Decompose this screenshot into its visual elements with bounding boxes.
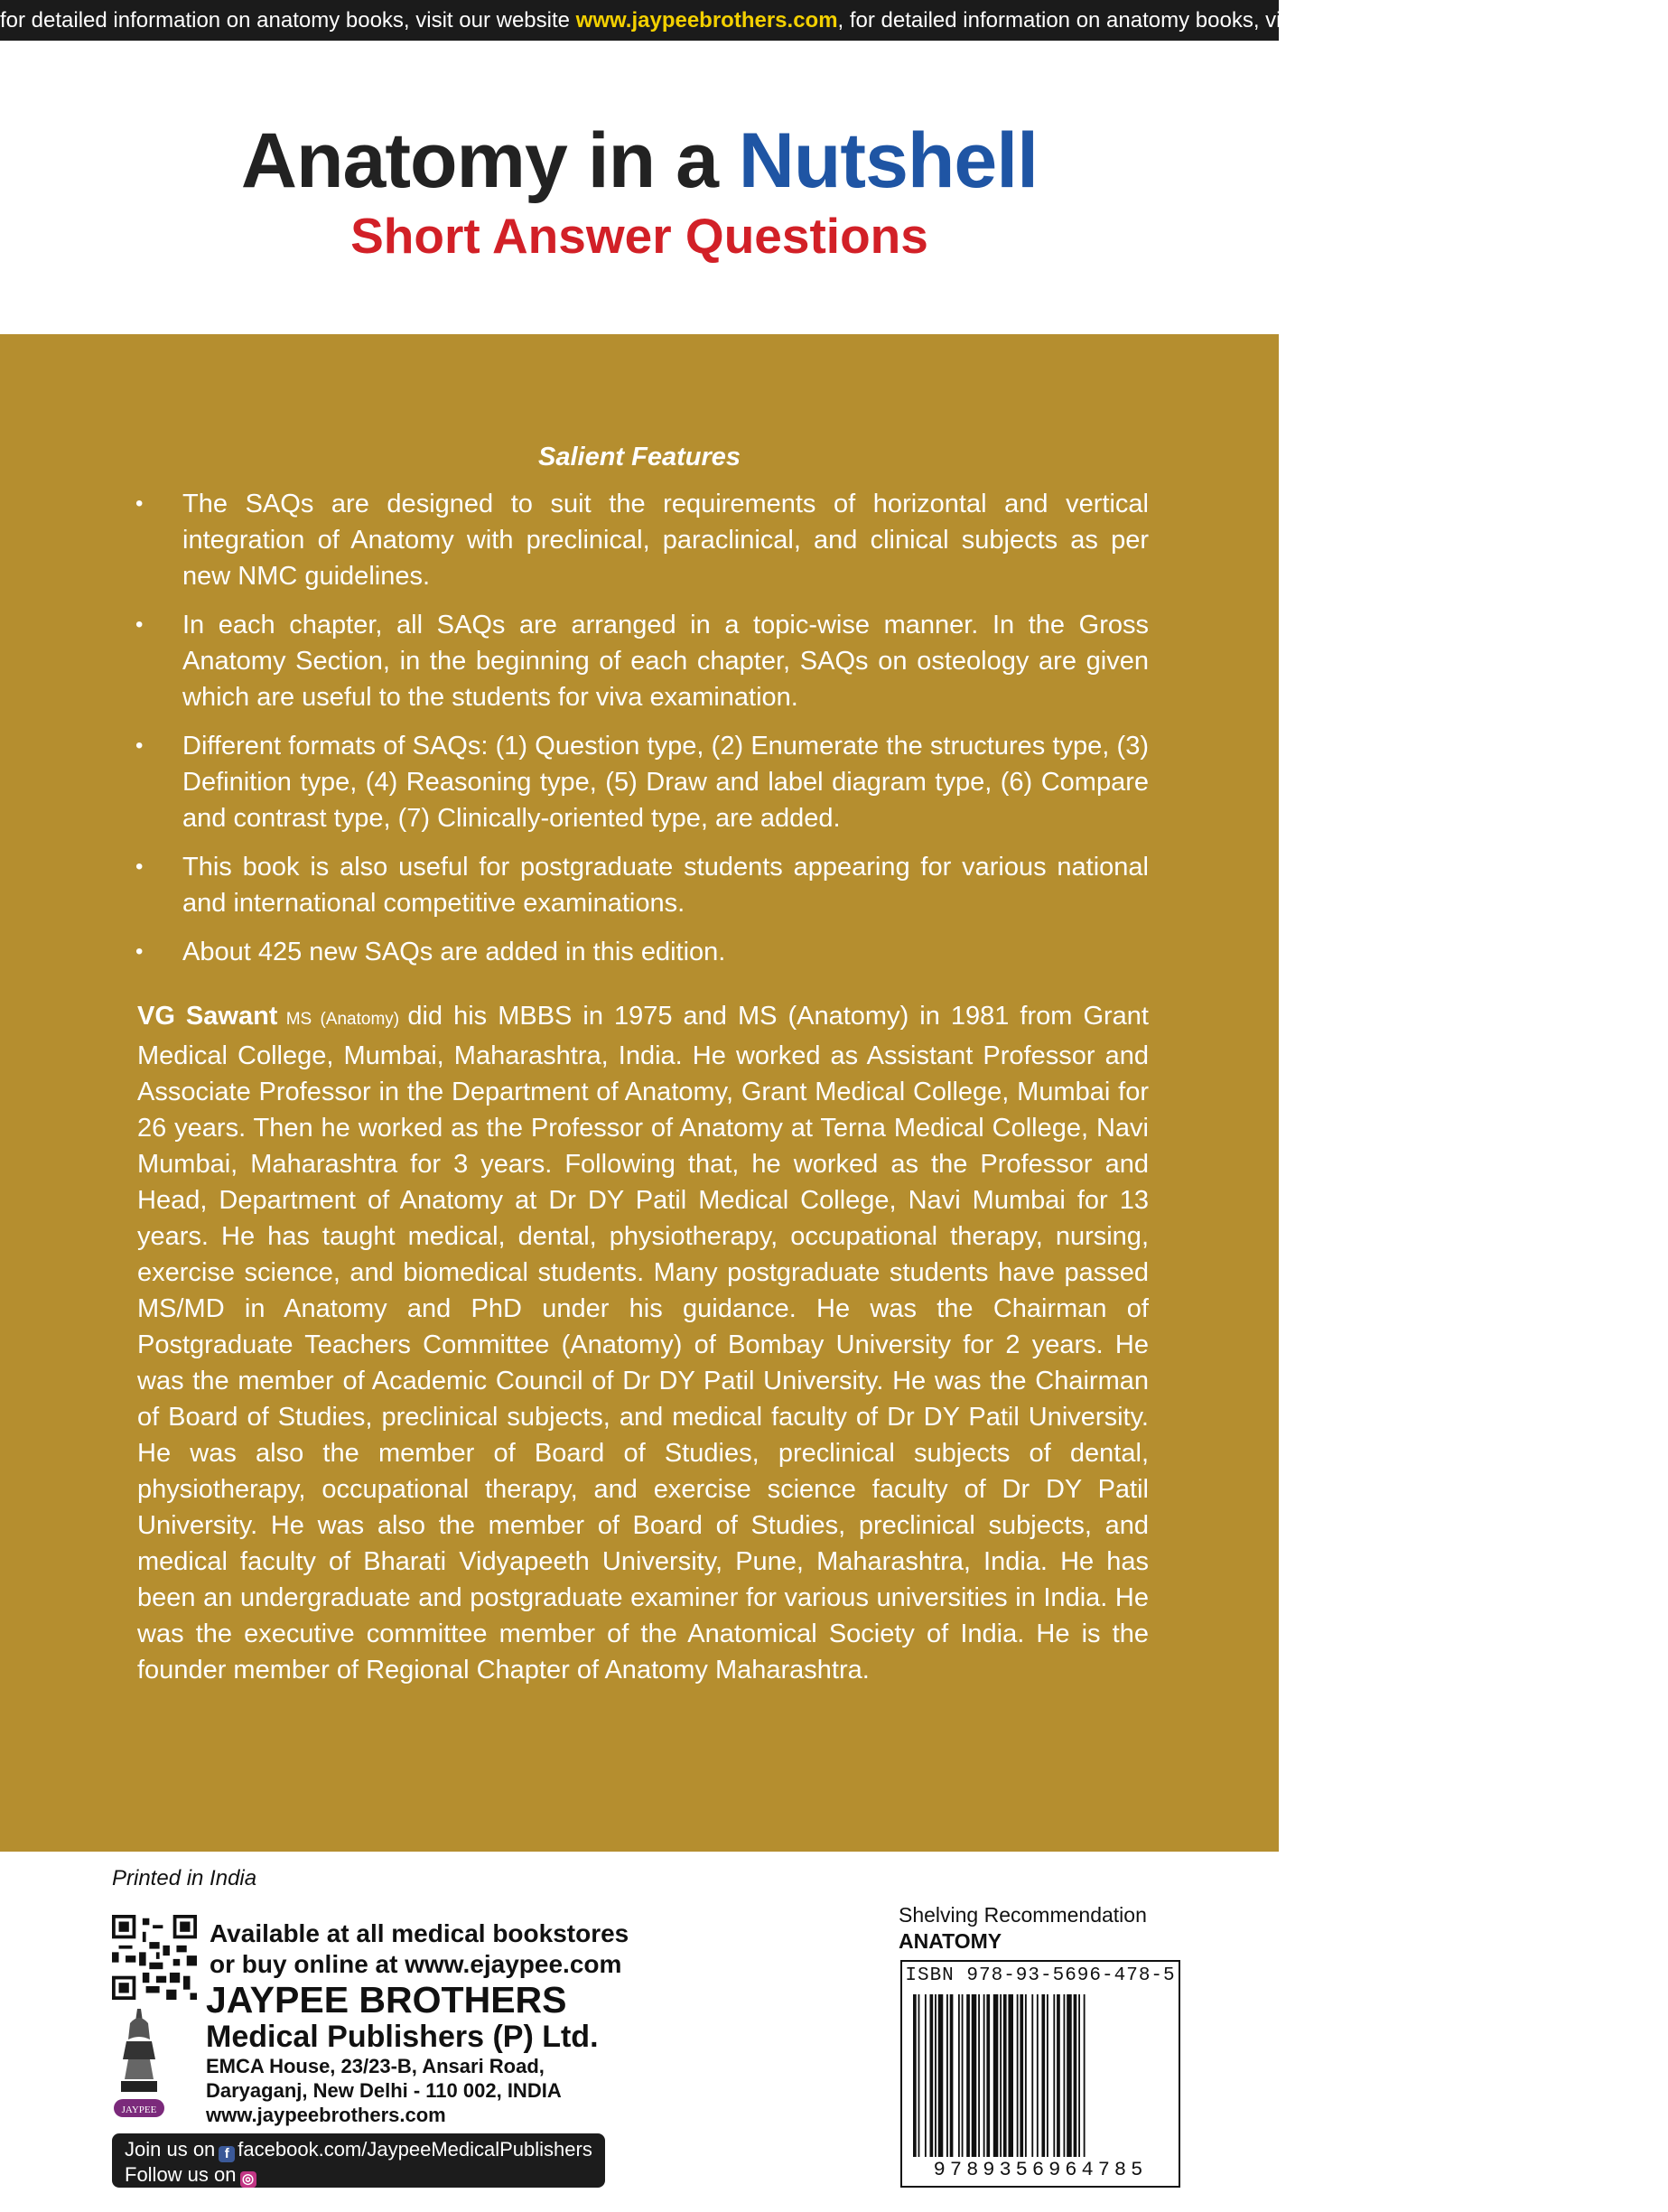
feature-item: • About 425 new SAQs are added in this edition. — [134, 934, 1149, 970]
barcode-bar — [1017, 1994, 1019, 2157]
barcode-bar — [918, 1994, 920, 2157]
title-part-1: Anatomy in a — [240, 117, 739, 204]
address-line-2: Daryaganj, New Delhi - 110 002, INDIA — [206, 2079, 562, 2102]
barcode-bar — [925, 1994, 927, 2157]
barcode-bar — [1041, 1994, 1045, 2157]
printed-in-india: Printed in India — [112, 1866, 257, 1890]
feature-item: • The SAQs are designed to suit the requirements of horizontal and vertical integration of Anatomy with preclinical, paraclinical, and clinical subjects as per new NMC guidelines. — [134, 486, 1149, 594]
barcode-bar — [1037, 1994, 1039, 2157]
author-name: VG Sawant — [137, 1002, 278, 1031]
facebook-link[interactable]: facebook.com/JaypeeMedicalPublishers — [238, 2138, 592, 2161]
bullet-icon: • — [135, 854, 144, 879]
bullet-icon: • — [135, 612, 144, 637]
shelving-recommendation — [899, 1902, 1147, 1955]
barcode-bar — [986, 1994, 990, 2157]
barcode-bar — [966, 1994, 970, 2157]
barcode-bar — [1074, 1994, 1077, 2157]
banner-text-repeat: , for detailed information on anatomy books, visit our website www.jaypeebrothers.com — [837, 8, 1668, 33]
qr-code-icon — [112, 1915, 197, 2000]
social-media-box — [112, 2133, 605, 2211]
shelving-subject: ANATOMY — [899, 1929, 1002, 1953]
instagram-link[interactable]: instagram.com/JaypeeMedicalPublishers — [125, 2189, 486, 2211]
bullet-icon: • — [135, 491, 144, 516]
barcode-bar — [930, 1994, 934, 2157]
ean-number: 9789356964785 — [933, 2159, 1148, 2181]
logo-label: JAYPEE — [121, 2105, 157, 2115]
bullet-icon: • — [135, 733, 144, 758]
isbn-barcode — [900, 1960, 1180, 2188]
barcode-bar — [1057, 1994, 1060, 2157]
instagram-row[interactable]: Follow us on ◎instagram.com/JaypeeMedicalPublishers — [125, 2163, 486, 2211]
author-bio — [137, 998, 1149, 1688]
feature-item: • Different formats of SAQs: (1) Question type, (2) Enumerate the structures type, (3) Definition type, (4) Reasoning type, (5) Draw and label diagram type, (6) Compare and contrast type, (7) Clinically-oriented type, are added. — [134, 728, 1149, 836]
feature-item: • This book is also useful for postgraduate students appearing for various national and international competitive examinations. — [134, 849, 1149, 921]
barcode-bar — [1003, 1994, 1007, 2157]
barcode-bar — [983, 1994, 985, 2157]
barcode-bar — [993, 1994, 999, 2157]
barcode-bar — [962, 1994, 964, 2157]
instagram-icon: ◎ — [240, 2171, 256, 2188]
book-title — [0, 116, 1279, 206]
availability-line-1: Available at all medical bookstores — [210, 1919, 629, 1947]
barcode-bar — [938, 1994, 944, 2157]
top-banner — [0, 0, 1668, 41]
barcode-bar — [1084, 1994, 1086, 2157]
salient-features-list — [134, 486, 1149, 983]
book-subtitle: Short Answer Questions — [350, 208, 928, 264]
banner-website-link[interactable]: www.jaypeebrothers.com — [575, 8, 838, 33]
jaypee-logo-icon — [110, 2003, 168, 2121]
barcode-bar — [1064, 1994, 1066, 2157]
barcode-bar — [935, 1994, 937, 2157]
author-bio-text: did his MBBS in 1975 and MS (Anatomy) in 1981 from Grant Medical College, Mumbai, Maharashtra, India. He worked as Assistant Professor and Associate Professor in the Department of Anatomy, Grant Medical College, Mumbai for 26 years. Then he worked as the Professor of Anatomy at Terna Medical College, Navi Mumbai, Maharashtra for 3 years. Following that, he worked as the Professor and Head, Department of Anatomy at Dr DY Patil Medical College, Navi Mumbai for 13 years. He has taught medical, dental, physiotherapy, occupational therapy, nursing, exercise science, and biomedical students. Many postgraduate students have passed MS/MD in Anatomy and PhD under his guidance. He was the Chairman of Postgraduate Teachers Committee (Anatomy) of Bombay University for 2 years. He was the member of Academic Council of Dr DY Patil University. He was the Chairman of Board of Studies, preclinical subjects, and medical faculty of Dr DY Patil University. He was also the member of Board of Studies, preclinical subjects of dental, physiotherapy, occupational therapy, and exercise science faculty of Dr DY Patil University. He was also the member of Board of Studies, preclinical subjects, and medical faculty of Bharati Vidyapeeth University, Pune, Maharashtra, India. He has been an undergraduate and postgraduate examiner for various universities in India. He was the executive committee member of the Anatomical Society of India. He is the founder member of Regional Chapter of Anatomy Maharashtra. — [137, 1002, 1149, 1685]
bullet-icon: • — [135, 939, 144, 964]
publisher-block — [206, 1980, 599, 2127]
barcode-bars — [911, 1994, 1169, 2157]
publisher-name: JAYPEE BROTHERS — [206, 1979, 567, 2021]
barcode-bar — [1020, 1994, 1023, 2157]
barcode-bar — [950, 1994, 954, 2157]
address-line-1: EMCA House, 23/23-B, Ansari Road, — [206, 2055, 545, 2077]
barcode-bar — [1047, 1994, 1048, 2157]
barcode-bar — [1025, 1994, 1027, 2157]
availability-text — [210, 1918, 629, 1980]
barcode-bar — [1078, 1994, 1080, 2157]
barcode-bar — [978, 1994, 980, 2157]
content-panel — [0, 334, 1279, 1852]
barcode-bar — [1000, 1994, 1002, 2157]
barcode-bar — [1008, 1994, 1013, 2157]
author-credentials: MS (Anatomy) — [277, 1010, 408, 1029]
title-part-2: Nutshell — [738, 117, 1039, 204]
salient-features-heading: Salient Features — [537, 443, 741, 471]
banner-text: for detailed information on anatomy books, visit our website — [0, 8, 576, 33]
feature-item: • In each chapter, all SAQs are arranged in a topic-wise manner. In the Gross Anatomy Section, in the beginning of each chapter, SAQs on osteology are given which are useful to the students for viva examination. — [134, 607, 1149, 715]
barcode-bar — [1031, 1994, 1033, 2157]
facebook-icon: f — [219, 2146, 235, 2162]
barcode-bar — [1053, 1994, 1055, 2157]
publisher-subname: Medical Publishers (P) Ltd. — [206, 2020, 599, 2054]
barcode-bar — [913, 1994, 917, 2157]
shelving-label: Shelving Recommendation — [899, 1903, 1147, 1927]
barcode-bar — [958, 1994, 960, 2157]
barcode-bar — [972, 1994, 977, 2157]
barcode-bar — [1067, 1994, 1072, 2157]
isbn-number: ISBN 978-93-5696-478-5 — [905, 1965, 1176, 1986]
barcode-bar — [946, 1994, 948, 2157]
publisher-website[interactable]: www.jaypeebrothers.com — [206, 2104, 446, 2126]
facebook-row[interactable]: Join us on f facebook.com/JaypeeMedicalPublishers — [125, 2138, 592, 2161]
availability-line-2[interactable]: or buy online at www.ejaypee.com — [210, 1950, 622, 1978]
